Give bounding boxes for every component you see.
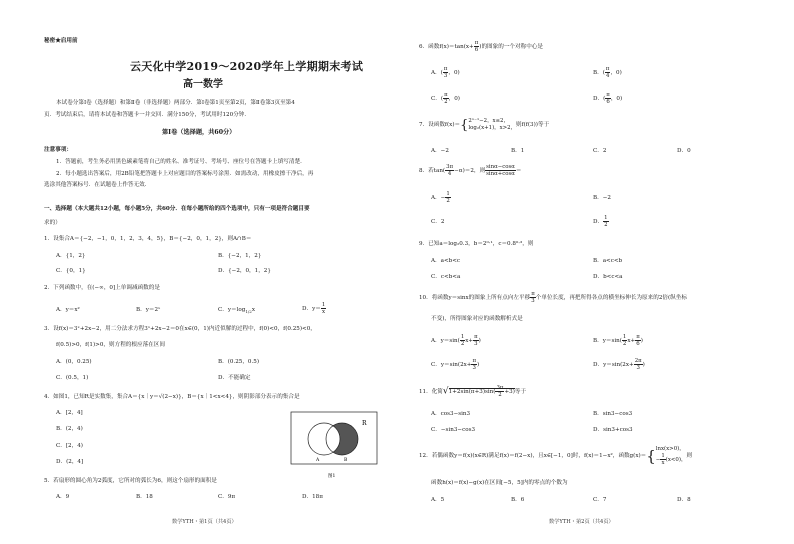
q2-c-text: C．y＝log <box>218 307 246 313</box>
q10-option-c <box>431 358 479 371</box>
q10-c-f2d: 3 <box>472 365 476 371</box>
q11-rad: 1+2sin(π+3)sin( <box>448 389 496 395</box>
q10-option-b <box>593 334 643 347</box>
q8-num: 3π <box>446 164 454 170</box>
q10-a-f2d: 3 <box>474 341 478 347</box>
q6-b-pre: B．( <box>593 70 605 76</box>
question-3a: 3．设f(x)＝3ˣ+2x−2，用二分法求方程3ˣ+2x−2＝0在x∈(0，1)内近似解的过程中，f(0)<0，f(0.25)<0， <box>44 326 316 332</box>
q12-p2-num: 1 <box>661 453 665 459</box>
page-1-footer: 数学YTH・第1页（共4页） <box>172 519 237 525</box>
q8-a-pre: A．− <box>431 195 446 201</box>
q6-d-num: π <box>606 92 610 98</box>
q8-option-a <box>431 191 451 204</box>
notes-title: 注意事项： <box>44 147 72 153</box>
page-2 <box>397 0 794 544</box>
q9-option-d: D．b<c<a <box>593 274 623 280</box>
q5-option-d: D．18π <box>302 494 323 500</box>
q8-a-frac <box>445 191 450 204</box>
q12-piece-1: lnx(x>0)， <box>655 446 685 452</box>
q6-d-pre: D．( <box>593 96 606 102</box>
q6-b-num: π <box>605 66 610 72</box>
q7-pre: 7．设函数f(x)＝ <box>419 122 461 128</box>
q4-option-b: B．(2，4) <box>56 426 83 432</box>
q7-pieces <box>468 118 516 132</box>
q12-option-d: D．8 <box>677 497 691 503</box>
q6-num: π <box>474 40 479 46</box>
q2-option-b: B．y＝2ˣ <box>136 307 161 313</box>
question-1: 1．设集合A＝{−2，−1，0，1，2，3，4，5}，B＝{−2，0，1，2}，则A∩B＝ <box>44 236 252 242</box>
q6-post: )的图象的一个对称中心是 <box>479 44 543 50</box>
question-12b: 函数h(x)＝f(x)−g(x)在区间[−5，5]内的零点的个数为 <box>431 480 568 486</box>
q11-pre: 11．化简 <box>419 389 443 395</box>
q8-option-b: B．−2 <box>593 195 611 201</box>
q3-option-b: B．(0.25，0.5) <box>218 359 260 365</box>
q10-option-d <box>593 358 645 371</box>
q8-d-num: 1 <box>604 215 608 221</box>
q6-b-den: 4 <box>605 73 610 79</box>
q10-d-frac <box>634 358 643 371</box>
q11-radicand <box>448 385 515 398</box>
q5-option-a: A．9 <box>56 494 70 500</box>
q4-option-d: D．(2，4] <box>56 459 84 465</box>
part-1-heading: 第Ⅰ卷（选择题，共60分） <box>162 129 236 136</box>
q8-d-frac <box>603 215 608 228</box>
q10-pre: 10．将函数y＝sinx的图象上所有点向左平移 <box>419 295 531 301</box>
section-heading-a: 一、选择题（本大题共12小题，每小题5分，共60分．在每小题所给的四个选项中，只有一项是符合题目要 <box>44 206 310 212</box>
q6-option-b <box>593 66 622 79</box>
q8-mid: −α)＝2，则 <box>454 168 486 174</box>
q6-a-pre: A．( <box>431 70 443 76</box>
q6-pre: 6．函数f(x)＝tan(x+ <box>419 44 474 50</box>
q11-option-b: B．sin3−cos3 <box>593 411 633 417</box>
q11-option-d: D．sin3+cos3 <box>593 427 633 433</box>
q10-d-pre: D．y＝sin(2x+ <box>593 362 634 368</box>
question-10b: 不变)，所得图象对应的函数解析式是 <box>431 316 523 322</box>
q10-c-f2n: π <box>472 358 477 364</box>
q10-d-tail: ) <box>642 362 645 368</box>
label-b: B <box>344 458 348 463</box>
question-3b: f(0.5)>0，f(1)>0，则方程的根应落在区间 <box>56 342 165 348</box>
figure-caption: 图1 <box>328 474 336 479</box>
q2-c-tail: x <box>251 307 255 313</box>
q6-a-num: π <box>443 66 448 72</box>
q10-a-pre: A．y＝sin( <box>431 338 460 344</box>
q12-a-tail: 则 <box>686 453 692 459</box>
q6-c-den: 2 <box>444 99 448 105</box>
q8-option-c: C．2 <box>431 219 445 225</box>
q9-option-a: A．a<b<c <box>431 258 461 264</box>
q6-c-pre: C．( <box>431 96 444 102</box>
q10-den: 3 <box>531 298 535 304</box>
q8-a-num: 1 <box>446 191 450 197</box>
question-5: 5．若扇形的圆心角为2弧度，它所对的弧长为6，则这个扇形的面积是 <box>44 478 217 484</box>
q10-c-pre: C．y＝sin(2x+ <box>431 362 472 368</box>
q2-option-c <box>218 306 255 316</box>
q3-option-a: A．(0，0.25) <box>56 359 92 365</box>
q2-d-num: 1 <box>321 302 326 308</box>
q6-d-den: 6 <box>606 99 610 105</box>
q11-option-a: A．cos3−sin3 <box>431 411 471 417</box>
question-10a <box>419 291 687 304</box>
q11-num: 3π <box>496 385 504 391</box>
question-6 <box>419 40 543 53</box>
venn-diagram-figure <box>290 411 382 481</box>
q5-option-c: C．9π <box>218 494 236 500</box>
question-8 <box>419 164 522 177</box>
q10-b-f1n: 1 <box>622 334 627 340</box>
page-2-footer: 数学YTH・第2页（共4页） <box>549 519 614 525</box>
q3-option-d: D．不能确定 <box>218 375 251 381</box>
q6-option-d <box>593 92 622 105</box>
q11-post: 等于 <box>514 389 527 395</box>
q10-a-mid: x+ <box>465 338 474 344</box>
exam-subtitle: 高一数学 <box>183 79 223 90</box>
q12-p2-den: x <box>661 460 665 466</box>
question-4: 4．如图1，已知R是实数集，集合A＝{x｜y＝√(2−x)}，B＝{x｜1<x<4}，则阴影部分表示的集合是 <box>44 394 300 400</box>
q10-b-tail: ) <box>640 338 643 344</box>
q10-num: π <box>531 291 535 297</box>
q10-d-f2d: 3 <box>636 365 640 371</box>
q10-a-f2n: π <box>474 334 478 340</box>
intro-line-2: 页．考试结束后，请将本试卷和答题卡一并交回．满分150分，考试用时120分钟． <box>44 112 250 118</box>
q6-den: 6 <box>474 47 479 53</box>
q1-option-a: A．{1，2} <box>56 253 86 259</box>
q8-fnum: sinα−cosα <box>486 164 515 170</box>
label-r: R <box>362 420 367 427</box>
q3-option-c: C．(0.5，1) <box>56 375 89 381</box>
q2-d-text: D．y＝ <box>302 306 321 312</box>
q9-option-b: B．a<c<b <box>593 258 623 264</box>
q6-a-tail: ，0) <box>448 70 460 76</box>
q8-d-den: 2 <box>604 222 608 228</box>
q7-option-b: B．1 <box>511 148 525 154</box>
q12-pre: 12．若偶函数y＝f(x)(x∈R)满足f(x)＝f(2−x)，且x∈[−1，0]时，f(x)＝1−x²，函数g(x)＝ <box>419 453 647 459</box>
q5-option-b: B．18 <box>136 494 153 500</box>
q12-p2-pre: − <box>655 457 661 463</box>
q6-option-a <box>431 66 460 79</box>
sqrt-icon: √ <box>442 386 449 397</box>
q6-b-tail: ，0) <box>610 70 622 76</box>
q6-a-den: 3 <box>443 73 448 79</box>
q12-option-c: C．7 <box>593 497 607 503</box>
q8-pre: 8．若tan( <box>419 168 446 174</box>
q2-d-fraction <box>321 302 326 315</box>
q12-p2-tail: (x<0)， <box>665 457 687 463</box>
q11-radtail: +3) <box>504 389 515 395</box>
q7-brace-icon: { <box>460 117 469 133</box>
label-a: A <box>316 458 320 463</box>
q10-c-tail: ) <box>477 362 480 368</box>
q4-option-a: A．[2，4] <box>56 410 83 416</box>
q11-option-c: C．−sin3−cos3 <box>431 427 475 433</box>
q12-option-b: B．6 <box>511 497 525 503</box>
q2-option-a: A．y＝x² <box>56 307 80 313</box>
q1-option-b: B．{−2，1，2} <box>218 253 262 259</box>
q10-b-f2n: π <box>636 334 640 340</box>
q12-piece-2 <box>656 453 687 466</box>
q2-c-base: 1/2 <box>245 309 252 315</box>
q7-option-c: C．2 <box>593 148 607 154</box>
q10-option-a <box>431 334 481 347</box>
q12-option-a: A．5 <box>431 497 445 503</box>
q1-option-c: C．{0，1} <box>56 268 86 274</box>
q4-option-c: C．[2，4) <box>56 443 83 449</box>
note-2b: 选涂其他答案标号．在试题卷上作答无效． <box>44 182 151 188</box>
q10-b-mid: x+ <box>627 338 636 344</box>
question-11 <box>419 385 526 398</box>
q7-option-d: D．0 <box>677 148 691 154</box>
note-2a: 2．每小题选出答案后，用2B铅笔把答题卡上对应题目的答案标号涂黑．如需改动，用橡皮擦干净后，再 <box>56 171 314 177</box>
question-12a <box>419 446 692 466</box>
section-heading-b: 求的） <box>44 220 61 226</box>
q8-post: ＝ <box>515 168 522 174</box>
q8-frac-2 <box>485 164 516 177</box>
q10-a-f1n: 1 <box>460 334 465 340</box>
intro-line-1: 本试卷分第Ⅰ卷（选择题）和第Ⅱ卷（非选择题）两部分．第Ⅰ卷第1页至第2页，第Ⅱ卷第3页至第4 <box>56 100 295 106</box>
q12-pieces <box>656 446 687 466</box>
q6-option-c <box>431 92 460 105</box>
q8-frac-1 <box>445 164 454 177</box>
q7-piece-2: log₂(x+1)，x>2， <box>468 125 516 131</box>
q8-d-pre: D． <box>593 219 604 225</box>
q10-a-tail: ) <box>478 338 481 344</box>
q6-c-tail: ，0) <box>448 96 460 102</box>
question-9: 9．已知a＝log₂0.3，b＝2⁰·¹，c＝0.8⁰·³，则 <box>419 241 534 247</box>
q12-brace-icon: { <box>646 446 656 465</box>
q10-d-f2n: 2π <box>634 358 642 364</box>
secret-label: 秘密★启用前 <box>44 38 78 44</box>
q8-den: 4 <box>447 171 452 177</box>
q10-b-pre: B．y＝sin( <box>593 338 622 344</box>
q8-fden: sinα+cosα <box>486 171 515 177</box>
q10-a-f1d: 2 <box>460 341 465 347</box>
q2-d-den: x <box>322 309 326 315</box>
q10-b-f2d: 6 <box>636 341 640 347</box>
q7-piece-1: 2ˣ⁻¹−2，x≤2， <box>468 118 509 124</box>
question-7 <box>419 118 549 132</box>
q6-d-tail: ，0) <box>610 96 623 102</box>
q8-option-d <box>593 215 609 228</box>
q10-tail: 个单位长度，再把所得各点的横坐标伸长为原来的2倍(纵坐标 <box>535 295 687 301</box>
q8-a-den: 2 <box>446 198 450 204</box>
q7-option-a: A．−2 <box>431 148 449 154</box>
q10-b-f1d: 2 <box>622 341 627 347</box>
exam-title: 云天化中学2019～2020学年上学期期末考试 <box>130 60 364 73</box>
q7-post: 则f(f(3))等于 <box>515 122 550 128</box>
q1-option-d: D．{−2，0，1，2} <box>218 268 271 274</box>
q6-c-num: π <box>444 92 448 98</box>
question-2: 2．下列函数中，在(−∞，0]上单调减函数的是 <box>44 285 160 291</box>
q2-option-d <box>302 302 326 315</box>
q9-option-c: C．c<b<a <box>431 274 461 280</box>
q11-den: 2 <box>498 392 502 398</box>
note-1: 1．答题前，考生务必用黑色碳素笔将自己的姓名、准考证号、考场号、座位号在答题卡上填写清楚． <box>56 159 306 165</box>
